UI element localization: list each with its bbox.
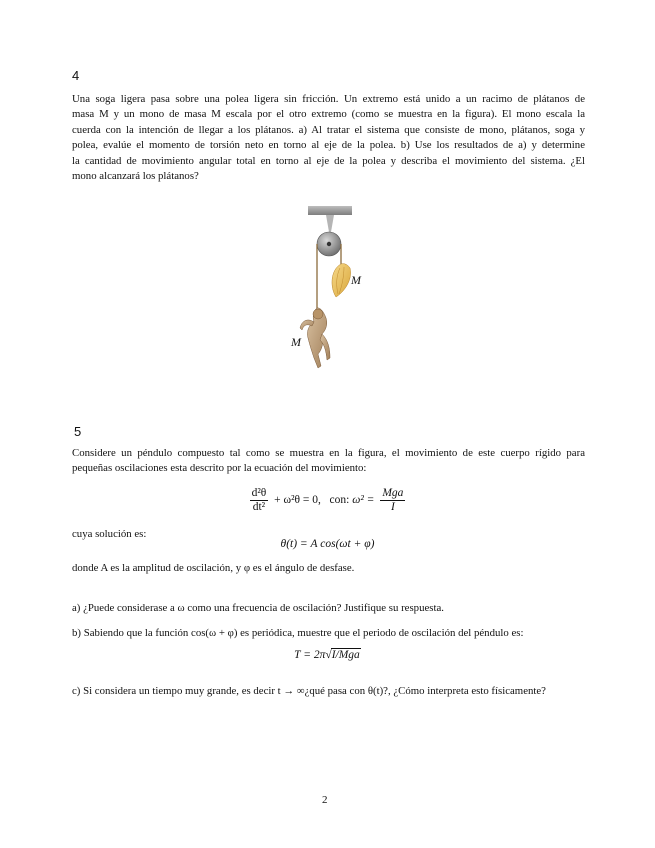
problem-4-line-6: mono alcanzará los plátanos? <box>72 170 199 183</box>
problem-5-intro-line-1: Considere un péndulo compuesto tal como se muestra en la figura, el movimiento de este cuerpo rígido para <box>72 447 585 459</box>
problem-5-intro-line-2: pequeñas oscilaciones esta descrito por la ecuación del movimiento: <box>72 462 367 475</box>
pulley-bracket <box>326 215 334 232</box>
where-line: donde A es la amplitud de oscilación, y φ es el ángulo de desfase. <box>72 562 355 574</box>
eq1-con: con: <box>329 494 350 507</box>
eq1-frac2-numerator: Mga <box>382 487 404 499</box>
problem-number-4: 4 <box>72 68 80 83</box>
problem-number-5: 5 <box>74 424 82 439</box>
page-number: 2 <box>322 794 328 806</box>
pulley-axle <box>327 242 331 246</box>
question-c: c) Si considera un tiempo muy grande, es decir t → ∞¿qué pasa con θ(t)?, ¿Cómo interpreta esto físicamente? <box>72 685 546 697</box>
eq1-omega-squared: ω² = <box>352 494 375 507</box>
monkey <box>300 308 330 368</box>
problem-4-line-4: polea, evalúe el momento de torsión neto en torno al eje de la polea. b) Use los resultados de a) y determine <box>72 139 585 152</box>
eq1-frac-denominator: dt² <box>252 501 266 513</box>
eq1-rest: + ω²θ = 0, <box>274 494 321 507</box>
period-equation: T = 2π√I/Mga <box>294 649 360 661</box>
problem-5-intro <box>72 446 585 477</box>
question-a: a) ¿Puede considerase a ω como una frecuencia de oscilación? Justifique su respuesta. <box>72 602 444 614</box>
eq1-frac-numerator: d²θ <box>251 487 267 499</box>
problem-4-line-3: cuerda con la intención de llegar a los plátanos. a) Al tratar el sistema que consiste de mono, plátanos, soga y <box>72 123 585 136</box>
banana-bunch <box>332 264 351 297</box>
ceiling-mount <box>308 206 352 215</box>
equation-of-motion <box>0 487 655 514</box>
question-b: b) Sabiendo que la función cos(ω + φ) es periódica, muestre que el periodo de oscilación del péndulo es: <box>72 627 524 639</box>
period-lhs: T = 2π <box>294 649 326 661</box>
banana-mass-label: M <box>351 273 361 287</box>
eq1-frac2-denominator: I <box>390 501 395 513</box>
solution-label: cuya solución es: <box>72 528 147 540</box>
period-radicand: I/Mga <box>331 649 360 661</box>
problem-4-line-5: la cantidad de movimiento angular total en torno al eje de la polea y describa el movimiento del sistema. ¿El <box>72 154 585 167</box>
solution-equation: θ(t) = A cos(ωt + φ) <box>280 538 375 550</box>
problem-4-line-1: Una soga ligera pasa sobre una polea ligera sin fricción. Un extremo está unido a un racimo de plátanos de <box>72 93 585 105</box>
problem-4-line-2: masa M y un mono de masa M escala por el otro extremo (como se muestra en la figura). El mono escala la <box>72 108 585 121</box>
monkey-mass-label: M <box>291 335 301 349</box>
problem-4-text <box>72 92 585 184</box>
